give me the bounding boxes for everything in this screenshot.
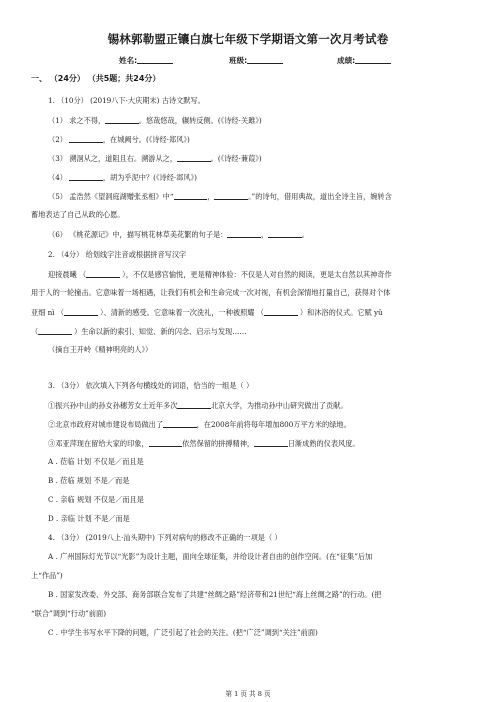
answer-blank	[177, 153, 211, 162]
section-heading: 一、 （24分） （共5题；共24分）	[31, 74, 161, 83]
score-field	[337, 55, 391, 66]
score-label: 成绩:	[337, 56, 356, 65]
exam-line: C . 中学生书写水平下降的问题，广泛引起了社会的关注。(把“广泛”调到“关注”前面)	[48, 628, 318, 637]
exam-line: 亚细 nì （ ）、清新的感受。它意味着一次洗礼，一种被照耀 （ ）和沐浴的仪式。它赋 yǔ	[31, 308, 383, 317]
page-footer: 第 1 页 共 8 页	[225, 690, 271, 698]
exam-line: A . 莅临 计划 不仅是／而且是	[48, 457, 144, 466]
answer-blank	[163, 419, 197, 428]
class-label: 班级:	[229, 56, 248, 65]
exam-line: （1） 求之不得， 。悠哉悠哉，辗转反侧。(《诗经·关雎》)	[48, 116, 262, 125]
exam-line: （4） ，胡为乎泥中？(《诗经·邶风》)	[48, 173, 197, 182]
answer-blank	[64, 307, 98, 316]
exam-title: 锡林郭勒盟正镶白旗七年级下学期语文第一次月考试卷	[107, 32, 389, 46]
exam-line: C . 亲临 规划 不仅是／而且是	[48, 495, 144, 504]
exam-line: 用于人的一轮撞击。它意味着一场相遇，让我们有机会和生命完成一次对视，有机会深情地打量自己，获得对个体	[31, 288, 391, 297]
answer-blank	[264, 307, 298, 316]
exam-line: 1. （10分） (2019八下·大庆期末) 古诗文默写。	[48, 96, 205, 105]
exam-line: ③邓亚萍现在留给大家的印象， 依然保留的拼搏精神， 日渐成熟的仪表风度。	[48, 439, 360, 448]
exam-line: ①振兴孙中山的孙女孙穗芳女士近年多次 北京大学，为推动孙中山研究做出了贡献。	[48, 401, 348, 410]
exam-line: （摘自王开岭《精神明亮的人》）	[48, 345, 153, 354]
exam-line: 上“作品”)	[31, 571, 63, 580]
answer-blank	[227, 229, 261, 238]
exam-line: B . 国家发改委、外交部、商务部联合发布了共建“丝绸之路”经济带和21世纪“海上丝绸之路”的行动。(把	[48, 590, 382, 599]
class-field	[229, 55, 283, 66]
exam-line: 迎接晨曦 （ ），不仅是感官愉悦，更是精神体验：不仅是人对自然的阅读，更是太自然以其神奇作	[48, 270, 392, 279]
name-blank	[137, 55, 173, 64]
exam-line: “联合”调到“行动”前面)	[31, 609, 107, 618]
answer-blank	[214, 191, 248, 200]
answer-blank	[69, 172, 103, 181]
answer-blank	[105, 115, 139, 124]
class-blank	[247, 55, 283, 64]
exam-line: 2. （4分） 给划线字注音或根据拼音写汉字	[48, 250, 187, 259]
answer-blank	[268, 229, 302, 238]
answer-blank	[38, 326, 72, 335]
exam-line: A . 广州国际灯光节以“光影”为设计主题，面向全球征集，并给设计者自由的创作空间。(在“征集”后加	[48, 552, 373, 561]
exam-line: （5） 孟浩然《望洞庭湖赠张丞相》中“ ， 。”的诗句，借用典故，道出全诗主旨，婉转含	[48, 192, 392, 201]
student-info-row	[0, 55, 496, 67]
name-field	[119, 55, 173, 66]
exam-line: ②北京市政府对城市建设布局做出了 ，在2008年前将每年增加800万平方米的绿地。	[48, 420, 351, 429]
exam-line: 蓄地表达了自己从政的心愿。	[31, 210, 125, 219]
exam-line: （ ）生命以新的索引、知觉、新的闪念、启示与发现……	[31, 327, 247, 336]
exam-line: 4. （3分） (2019八上·汕头期中) 下列对病句的修改不正确的一项是（ ）	[48, 533, 282, 542]
name-label: 姓名:	[119, 56, 138, 65]
exam-line: （3） 溯洄从之，道阻且右。溯游从之， 。(《诗经·蒹葭》)	[48, 154, 262, 163]
score-blank	[355, 55, 391, 64]
answer-blank	[177, 400, 211, 409]
answer-blank	[69, 134, 103, 143]
exam-line: B . 莅临 规划 不是／而是	[48, 476, 130, 485]
exam-line: （6） 《桃花源记》中，描写桃花林草美花繁的句子是： ， 。	[48, 230, 309, 239]
answer-blank	[174, 191, 208, 200]
answer-blank	[254, 438, 288, 447]
exam-line: 3. （3分） 依次填入下列各句横线处的词语，恰当的一组是（ ）	[48, 381, 254, 390]
answer-blank	[149, 438, 183, 447]
exam-line: D . 亲临 计划 不是／而是	[48, 514, 130, 523]
exam-line: （2） ，在城阙兮。(《诗经·郑风》)	[48, 135, 190, 144]
answer-blank	[86, 269, 120, 278]
